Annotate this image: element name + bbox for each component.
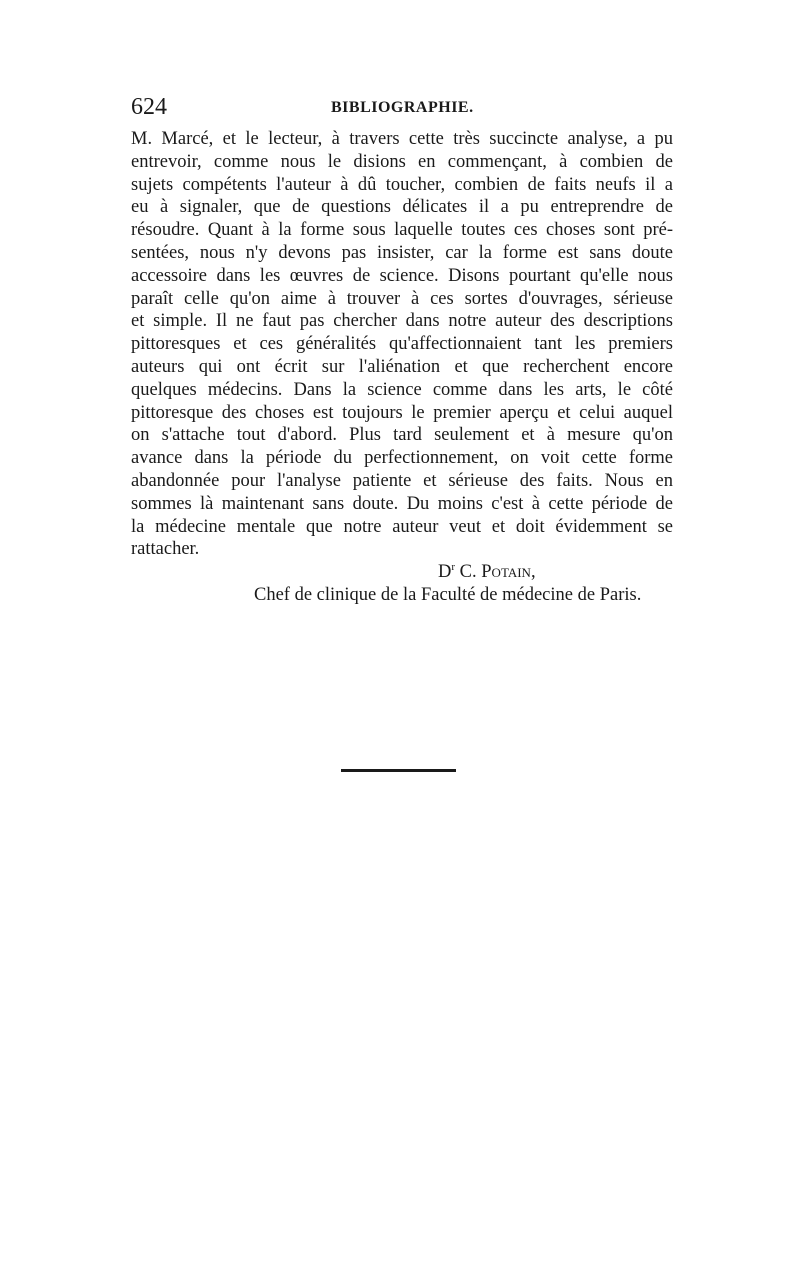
signature-title-sup: r [451, 560, 456, 573]
text-line: sentées, nous n'y devons pas insister, car la forme est sans doute [131, 242, 673, 263]
signature-affiliation: Chef de clinique de la Faculté de médecine de Paris. [254, 585, 642, 605]
text-line: sujets compétents l'auteur à dû toucher, combien de faits neufs il a [131, 174, 673, 195]
text-line: résoudre. Quant à la forme sous laquelle toutes ces choses sont pré- [131, 220, 673, 241]
text-line: on s'attache tout d'abord. Plus tard seulement et à mesure qu'on [131, 425, 673, 446]
text-line: avance dans la période du perfectionnement, on voit cette forme [131, 448, 673, 469]
text-line: accessoire dans les œuvres de science. Disons pourtant qu'elle nous [131, 265, 673, 286]
text-line: la médecine mentale que notre auteur veut et doit évidemment se [131, 516, 673, 537]
signature [438, 560, 536, 584]
running-title: BIBLIOGRAPHIE. [331, 99, 474, 116]
text-line: paraît celle qu'on aime à trouver à ces sortes d'ouvrages, sérieuse [131, 288, 673, 309]
section-end-rule [341, 769, 456, 772]
text-line: eu à signaler, que de questions délicates il a pu entreprendre de [131, 197, 673, 218]
text-line: auteurs qui ont écrit sur l'aliénation et que recherchent encore [131, 356, 673, 377]
text-line: M. Marcé, et le lecteur, à travers cette très succincte analyse, a pu [131, 129, 673, 149]
text-line: et simple. Il ne faut pas chercher dans notre auteur des descriptions [131, 311, 673, 332]
running-head [131, 92, 671, 122]
text-line: quelques médecins. Dans la science comme dans les arts, le côté [131, 379, 673, 400]
text-line: sommes là maintenant sans doute. Du moins c'est à cette période de [131, 493, 673, 514]
page-number: 624 [131, 94, 167, 120]
text-line: pittoresques et ces généralités qu'affectionnaient tant les premiers [131, 334, 673, 355]
body-paragraph [131, 128, 673, 561]
signature-title: D [438, 562, 452, 582]
text-line: entrevoir, comme nous le disions en commençant, à combien de [131, 151, 673, 172]
text-line: abandonnée pour l'analyse patiente et sérieuse des faits. Nous en [131, 470, 673, 491]
text-line: rattacher. [131, 539, 200, 560]
text-line: pittoresque des choses est toujours le premier aperçu et celui auquel [131, 402, 673, 423]
signature-name: C. Potain, [455, 562, 536, 582]
